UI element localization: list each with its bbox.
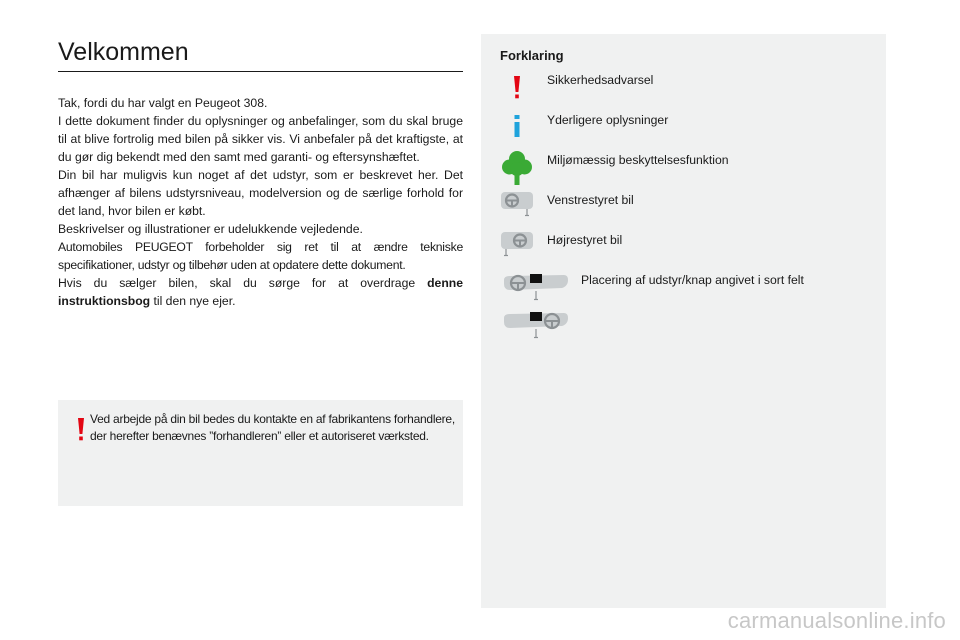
watermark: carmanualsonline.info bbox=[727, 608, 946, 633]
intro-line-1: Tak, fordi du har valgt en Peugeot 308. bbox=[58, 96, 268, 110]
info-icon bbox=[510, 115, 524, 139]
exclamation-icon bbox=[74, 418, 88, 442]
equipment-location-rhd-icon bbox=[502, 308, 570, 344]
legend-item-label: Venstrestyret bil bbox=[547, 193, 634, 207]
warning-icon bbox=[510, 76, 524, 100]
right-hand-drive-icon bbox=[500, 230, 534, 258]
intro-paragraph-6 bbox=[58, 274, 463, 310]
legend-title: Forklaring bbox=[500, 48, 564, 63]
legend-item-label: Placering af udstyr/knap angivet i sort felt bbox=[581, 273, 804, 287]
intro-p6-prefix: Hvis du sælger bilen, skal du sørge for at overdrage bbox=[58, 276, 428, 290]
intro-paragraph-3: Din bil har muligvis kun noget af det udstyr, som er beskrevet her. Det afhænger af bilens udstyrsniveau, modelversion og de særlige forhold for det land, hvor bilen er købt. bbox=[58, 168, 463, 218]
notice-text: Ved arbejde på din bil bedes du kontakte en af fabrikantens forhandlere, der herefter benævnes ”forhandleren” eller et autoriseret værksted. bbox=[90, 412, 455, 443]
title-divider bbox=[58, 71, 463, 72]
page-title: Velkommen bbox=[58, 38, 189, 66]
intro-text bbox=[58, 94, 463, 310]
legend-item-label: Højrestyret bil bbox=[547, 233, 623, 247]
legend-item-label: Miljømæssig beskyttelsesfunktion bbox=[547, 153, 729, 167]
tree-icon bbox=[502, 150, 532, 186]
equipment-location-icon bbox=[502, 270, 570, 306]
intro-p6-suffix: til den nye ejer. bbox=[150, 294, 236, 308]
legend-item-label: Sikkerhedsadvarsel bbox=[547, 73, 654, 87]
left-hand-drive-icon bbox=[500, 190, 534, 218]
intro-paragraph-5: Automobiles PEUGEOT forbeholder sig ret til at ændre tekniske specifikationer, udstyr og tilbehør uden at opdatere dette dokument. bbox=[58, 240, 463, 272]
intro-paragraph-4: Beskrivelser og illustrationer er udelukkende vejledende. bbox=[58, 222, 363, 236]
intro-paragraph-2: I dette dokument finder du oplysninger og anbefalinger, som du skal bruge til at blive fortrolig med bilen på sikker vis. Vi anbefaler på det kraftigste, at du gør dig bekendt med den samt med garanti- og eftersynshæftet. bbox=[58, 114, 463, 164]
intro-p6-bold: denne instruktionsbog bbox=[58, 276, 463, 308]
legend-item-label: Yderligere oplysninger bbox=[547, 113, 669, 127]
